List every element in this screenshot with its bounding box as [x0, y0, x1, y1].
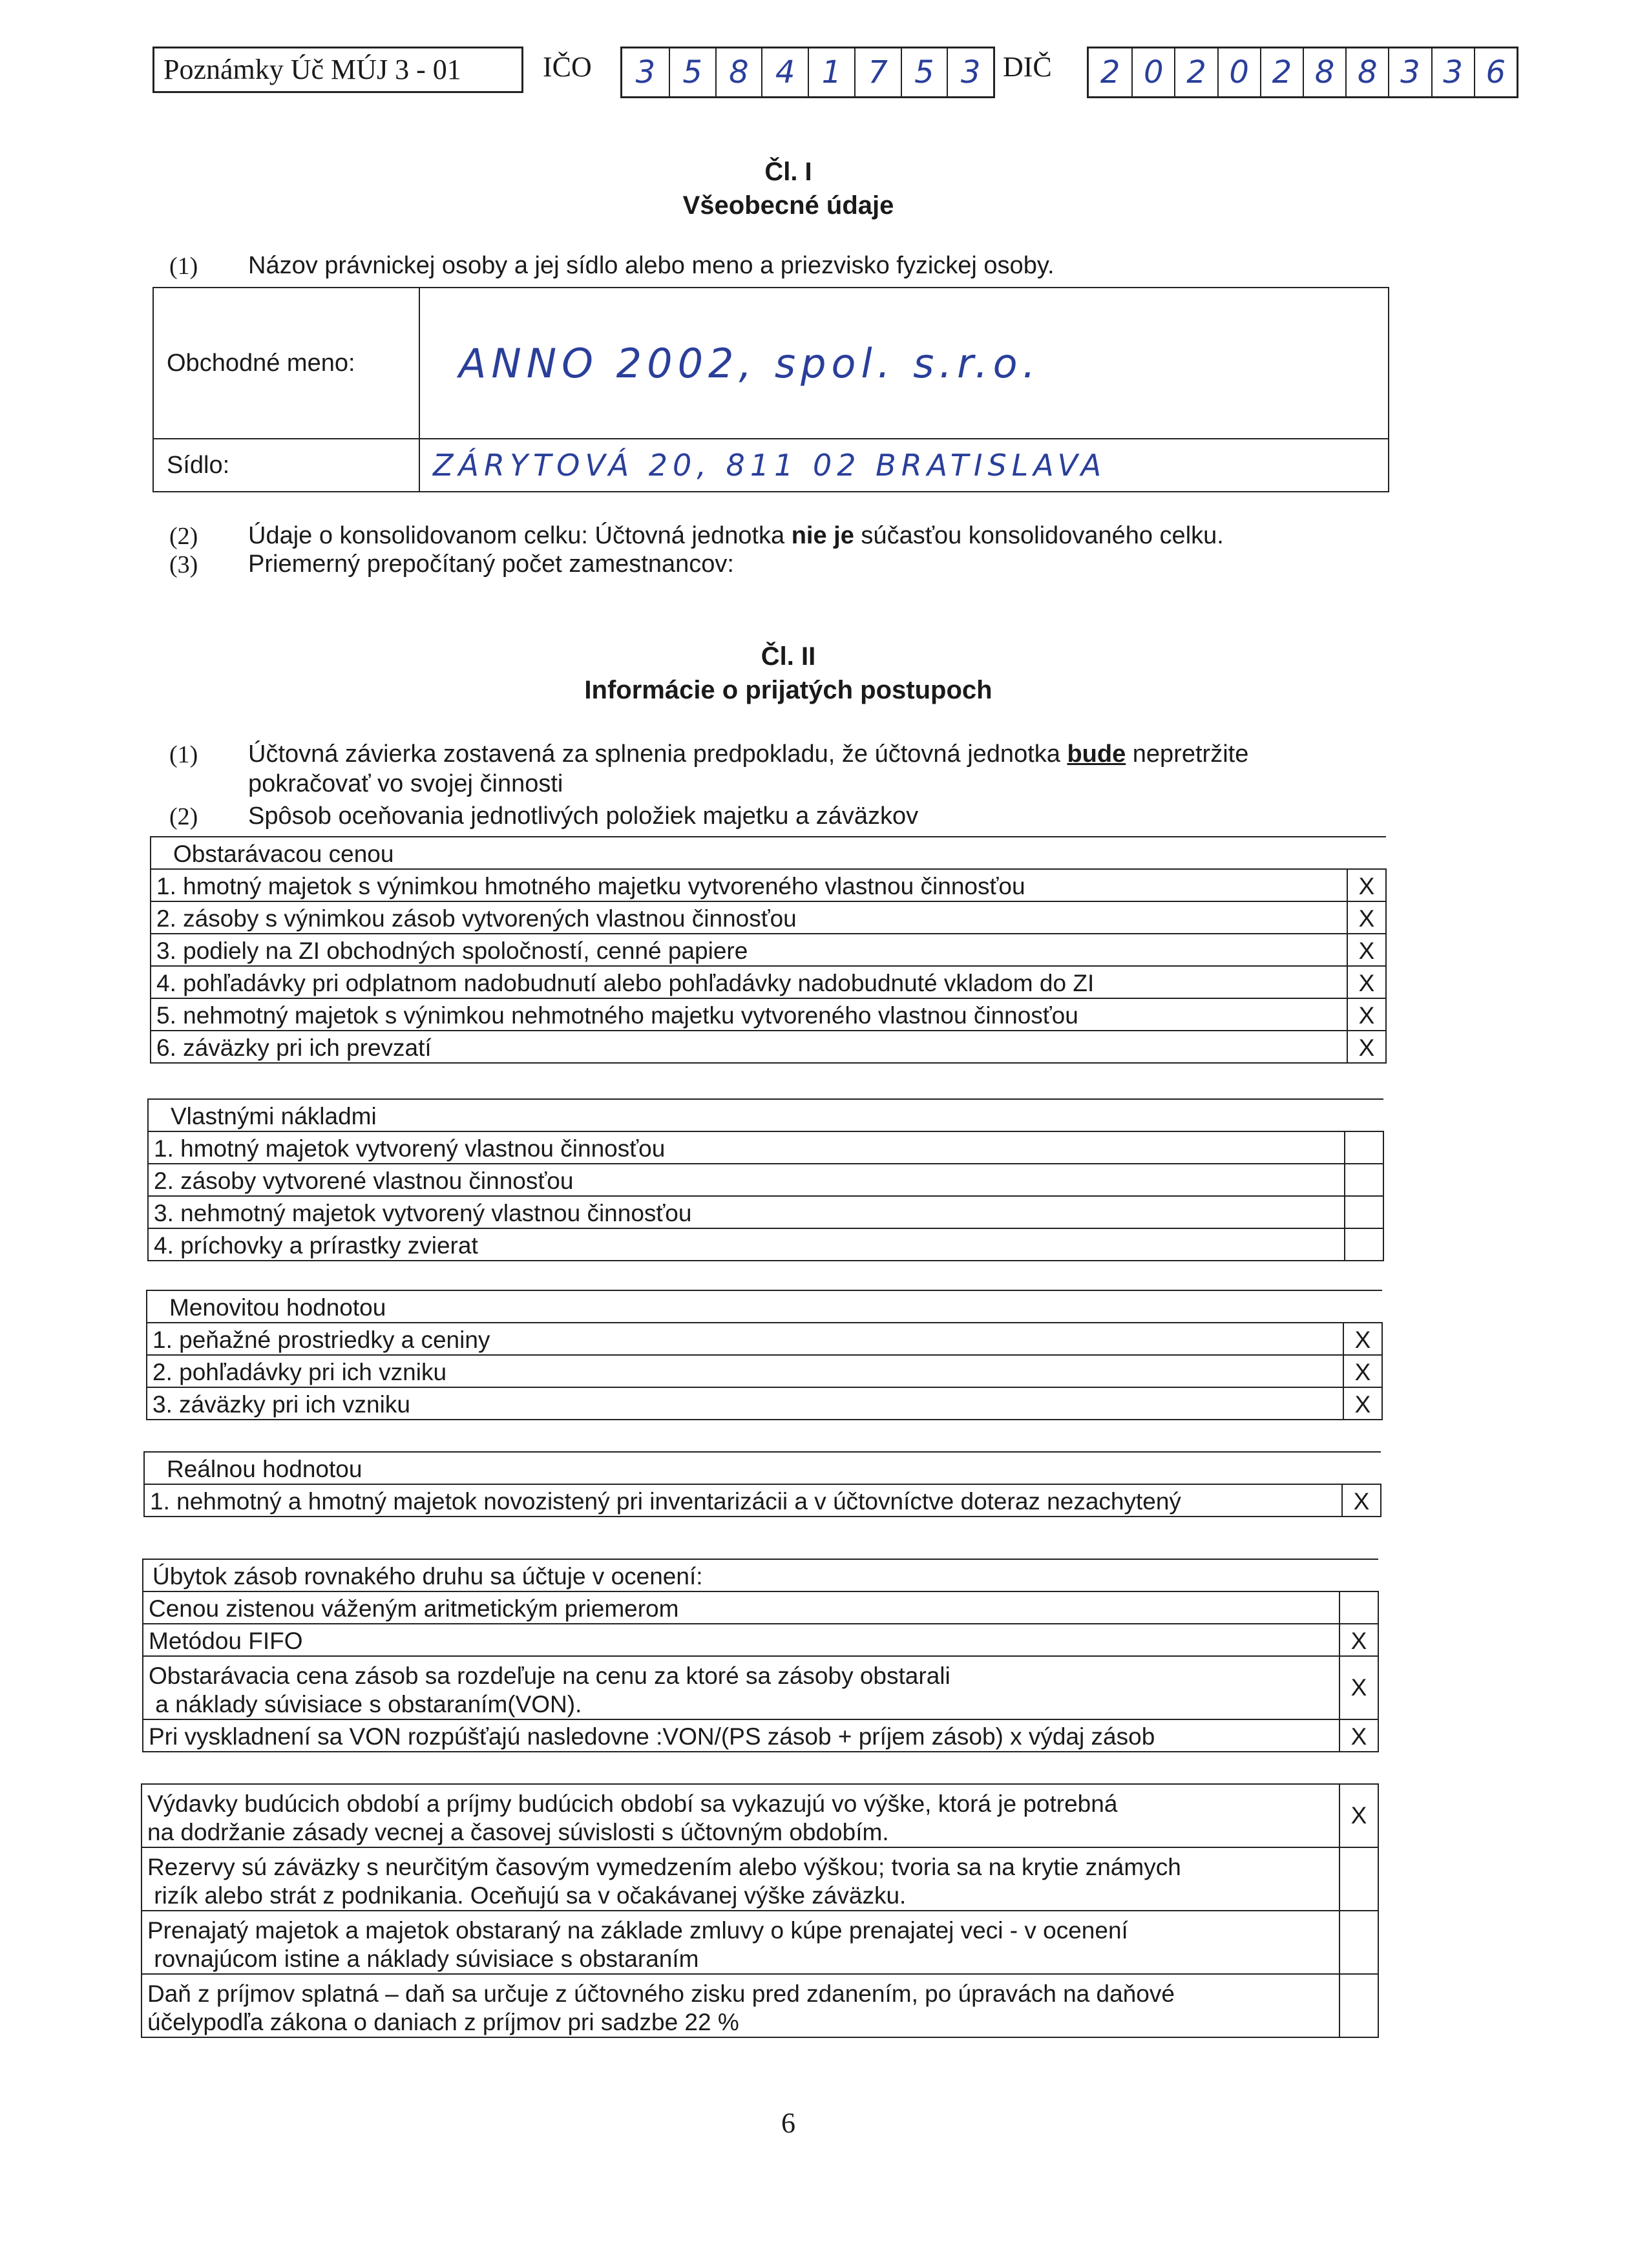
check-mark	[1339, 1847, 1378, 1911]
dic-label: DIČ	[1003, 51, 1052, 83]
table-row	[143, 1656, 1339, 1719]
dic-digit: 2	[1260, 48, 1303, 96]
ico-digit: 7	[854, 48, 901, 96]
table-header: Reálnou hodnotou	[144, 1452, 1342, 1484]
art1-subtitle: Všeobecné údaje	[682, 191, 894, 220]
check-mark	[1339, 1974, 1378, 2037]
table-row: 2. pohľadávky pri ich vzniku	[147, 1355, 1343, 1387]
check-mark: X	[1347, 1031, 1386, 1063]
seat-value: ZÁRYTOVÁ 20, 811 02 BRATISLAVA	[419, 439, 1389, 492]
check-mark: X	[1339, 1656, 1378, 1719]
row-line-1: Obstarávacia cena zásob sa rozdeľuje na cenu za ktoré sa zásoby obstarali	[149, 1663, 951, 1689]
art1-item1-text: Názov právnickej osoby a jej sídlo alebo meno a priezvisko fyzickej osoby.	[248, 252, 1055, 279]
table-row: 1. nehmotný a hmotný majetok novozistený pri inventarizácii a v účtovníctve doteraz nezachytený	[144, 1484, 1342, 1517]
valuation-table-fair-value	[143, 1451, 1381, 1517]
table-row: 1. hmotný majetok s výnimkou hmotného majetku vytvoreného vlastnou činnosťou	[151, 869, 1347, 901]
art2-title: Čl. II	[761, 642, 816, 671]
table-row: Cenou zistenou váženým aritmetickým priemerom	[143, 1591, 1339, 1624]
art1-item2-text	[248, 521, 1224, 551]
table-row: 2. zásoby s výnimkou zásob vytvorených vlastnou činnosťou	[151, 901, 1347, 934]
art2-item1-pre: Účtovná závierka zostavená za splnenia predpokladu, že účtovná jednotka	[248, 740, 1067, 768]
valuation-table-own-costs	[147, 1098, 1384, 1261]
dic-digit: 0	[1217, 48, 1260, 96]
table-row: Pri vyskladnení sa VON rozpúšťajú nasledovne :VON/(PS zásob + príjem zásob) x výdaj zásob	[143, 1719, 1339, 1752]
form-label-box	[152, 47, 523, 93]
table-header: Vlastnými nákladmi	[148, 1099, 1345, 1131]
art1-item2-num: (2)	[169, 523, 198, 550]
ico-digit: 8	[715, 48, 762, 96]
table-row: 6. záväzky pri ich prevzatí	[151, 1031, 1347, 1063]
dic-digit: 8	[1345, 48, 1388, 96]
row-line-1: Daň z príjmov splatná – daň sa určuje z účtovného zisku pred zdanením, po úpravách na daňové	[147, 1980, 1175, 2007]
table-row: 1. hmotný majetok vytvorený vlastnou činnosťou	[148, 1131, 1345, 1164]
ico-digit: 3	[947, 48, 993, 96]
art2-item1-post: nepretržite	[1126, 740, 1249, 768]
check-mark: X	[1339, 1784, 1378, 1847]
art1-title: Čl. I	[764, 158, 812, 186]
seat-label: Sídlo:	[153, 439, 419, 492]
check-mark: X	[1347, 998, 1386, 1031]
table-header: Úbytok zásob rovnakého druhu sa účtuje v ocenení:	[143, 1559, 1339, 1591]
ico-digit: 5	[901, 48, 947, 96]
row-line-2: rovnajúcom istine a náklady súvisiace s obstaraním	[147, 1946, 699, 1972]
art2-item1-line2: pokračovať vo svojej činnosti	[248, 770, 563, 797]
name-label: Obchodné meno:	[153, 288, 419, 439]
valuation-table-acquisition-cost	[150, 836, 1387, 1064]
page-number: 6	[781, 2107, 795, 2139]
art1-item2-post: súčasťou konsolidovaného celku.	[854, 522, 1224, 549]
table-row: 4. pohľadávky pri odplatnom nadobudnutí alebo pohľadávky nadobudnuté vkladom do ZI	[151, 966, 1347, 998]
table-row: Metódou FIFO	[143, 1624, 1339, 1656]
check-mark: X	[1343, 1387, 1382, 1420]
table-row: 1. peňažné prostriedky a ceniny	[147, 1323, 1343, 1355]
art2-item1-num: (1)	[169, 741, 198, 768]
art1-item2-bold: nie je	[791, 522, 854, 549]
table-row	[142, 1784, 1339, 1847]
art1-item3-num: (3)	[169, 551, 198, 578]
accounting-policies-table	[141, 1783, 1379, 2038]
table-row: 3. podiely na ZI obchodných spoločností, cenné papiere	[151, 934, 1347, 966]
art1-item1-num: (1)	[169, 253, 198, 280]
table-row: 2. zásoby vytvorené vlastnou činnosťou	[148, 1164, 1345, 1196]
check-mark	[1345, 1228, 1383, 1261]
dic-digit: 3	[1388, 48, 1431, 96]
table-row	[142, 1911, 1339, 1974]
check-mark	[1345, 1196, 1383, 1228]
form-label: Poznámky Úč MÚJ 3 - 01	[163, 54, 461, 85]
table-row: 4. príchovky a prírastky zvierat	[148, 1228, 1345, 1261]
row-line-1: Výdavky budúcich období a príjmy budúcich období sa vykazujú vo výške, ktorá je potrebná	[147, 1790, 1118, 1817]
row-line-2: účelypodľa zákona o daniach z príjmov pri sadzbe 22 %	[147, 2009, 739, 2035]
ico-digit: 5	[669, 48, 715, 96]
table-header: Obstarávacou cenou	[151, 837, 1347, 869]
ico-digit: 4	[761, 48, 808, 96]
check-mark	[1345, 1131, 1383, 1164]
check-mark: X	[1347, 869, 1386, 901]
art1-item2-pre: Údaje o konsolidovanom celku: Účtovná jednotka	[248, 522, 792, 549]
dic-digit: 3	[1431, 48, 1474, 96]
dic-digit: 8	[1303, 48, 1345, 96]
check-mark	[1339, 1591, 1378, 1624]
identity-table	[152, 287, 1389, 492]
check-mark	[1339, 1911, 1378, 1974]
ico-label: IČO	[543, 51, 592, 83]
art2-item1-bold: bude	[1067, 740, 1126, 768]
dic-digit-boxes	[1087, 47, 1518, 98]
art2-item1-text	[248, 739, 1476, 799]
table-row	[142, 1847, 1339, 1911]
check-mark: X	[1343, 1355, 1382, 1387]
row-line-1: Prenajatý majetok a majetok obstaraný na základe zmluvy o kúpe prenajatej veci - v ocenení	[147, 1917, 1128, 1944]
dic-digit: 0	[1131, 48, 1174, 96]
art2-subtitle: Informácie o prijatých postupoch	[584, 676, 993, 704]
check-mark	[1345, 1164, 1383, 1196]
art1-item3-text: Priemerný prepočítaný počet zamestnancov:	[248, 551, 734, 578]
name-value: ANNO 2002, spol. s.r.o.	[419, 288, 1389, 439]
ico-digit: 1	[808, 48, 854, 96]
dic-digit: 2	[1100, 54, 1120, 90]
inventory-decrease-table	[142, 1559, 1379, 1752]
check-mark: X	[1339, 1624, 1378, 1656]
row-line-2: na dodržanie zásady vecnej a časovej súvislosti s účtovným obdobím.	[147, 1819, 889, 1845]
check-mark: X	[1342, 1484, 1381, 1517]
dic-digit: 6	[1474, 48, 1517, 96]
check-mark: X	[1347, 934, 1386, 966]
art2-item2-text: Spôsob oceňovania jednotlivých položiek majetku a záväzkov	[248, 803, 919, 830]
row-line-2: a náklady súvisiace s obstaraním(VON).	[149, 1691, 582, 1717]
dic-digit: 2	[1174, 48, 1217, 96]
table-header: Menovitou hodnotou	[147, 1290, 1343, 1323]
row-line-2: rizík alebo strát z podnikania. Oceňujú sa v očakávanej výške záväzku.	[147, 1882, 907, 1909]
ico-digit-boxes	[620, 47, 995, 98]
check-mark: X	[1347, 901, 1386, 934]
table-row	[142, 1974, 1339, 2037]
check-mark: X	[1343, 1323, 1382, 1355]
check-mark: X	[1347, 966, 1386, 998]
check-mark: X	[1339, 1719, 1378, 1752]
table-row: 3. záväzky pri ich vzniku	[147, 1387, 1343, 1420]
art2-item2-num: (2)	[169, 803, 198, 830]
ico-digit: 3	[635, 54, 656, 90]
valuation-table-nominal-value	[146, 1290, 1383, 1420]
table-row: 3. nehmotný majetok vytvorený vlastnou činnosťou	[148, 1196, 1345, 1228]
row-line-1: Rezervy sú záväzky s neurčitým časovým vymedzením alebo výškou; tvoria sa na krytie známych	[147, 1854, 1181, 1880]
table-row: 5. nehmotný majetok s výnimkou nehmotného majetku vytvoreného vlastnou činnosťou	[151, 998, 1347, 1031]
